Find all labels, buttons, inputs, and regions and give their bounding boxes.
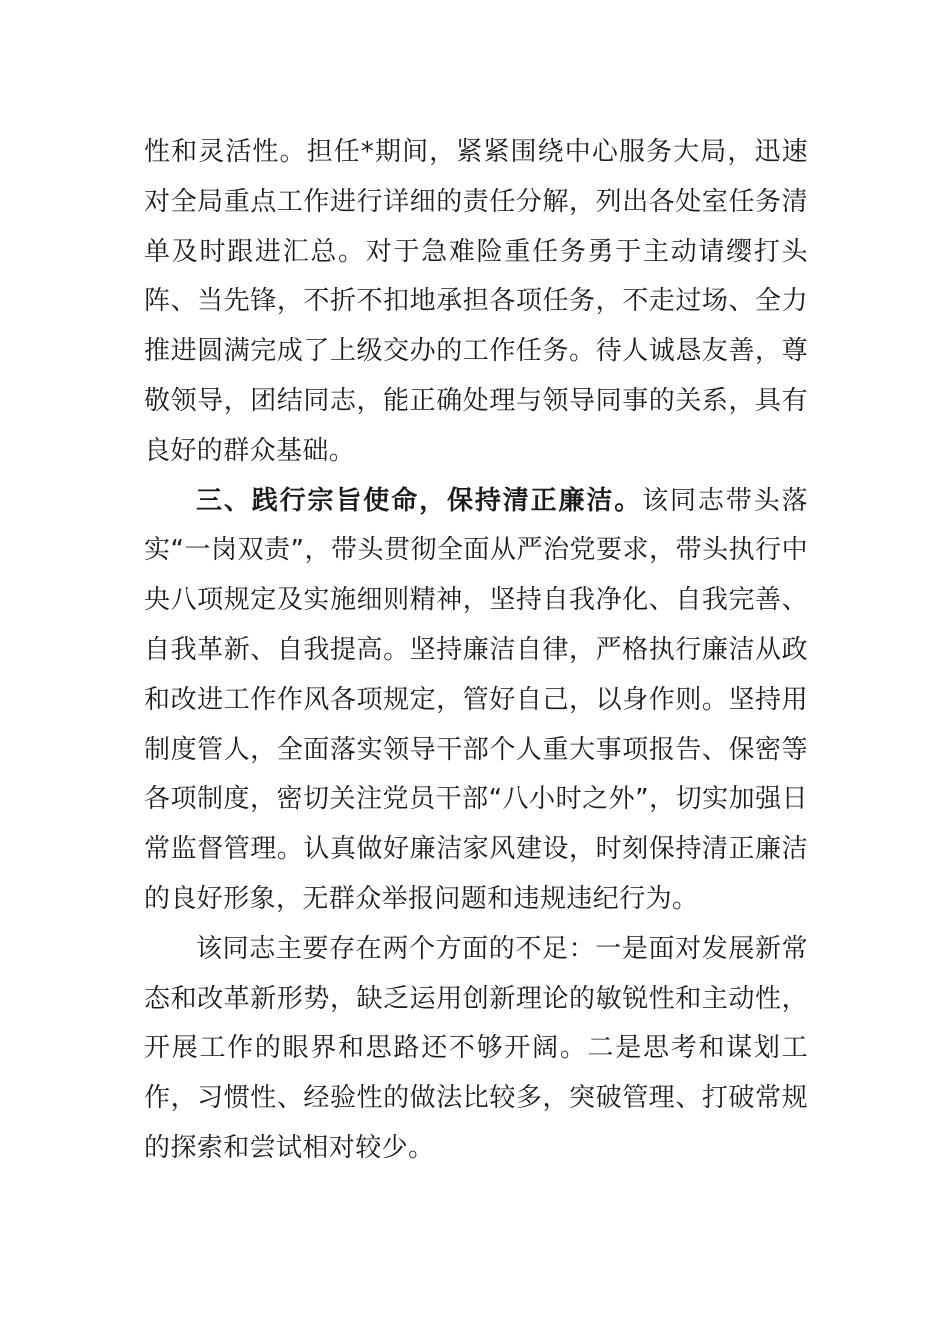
paragraph-continuation: 性和灵活性。担任*期间，紧紧围绕中心服务大局，迅速对全局重点工作进行详细的责任分解，列出各处室任务清单及时跟进汇总。对于急难险重任务勇于主动请缨打头阵、当先锋，不折不扣地承担各项任务，不走过场、全力推进圆满完成了上级交办的工作任务。待人诚恳友善，尊敬领导，团结同志，能正确处理与领导同事的关系，具有良好的群众基础。	[144, 137, 808, 466]
document-page	[144, 128, 808, 1174]
section-three-heading: 三、践行宗旨使命，保持清正廉洁。	[196, 485, 643, 516]
section-three-body: 该同志带头落实“一岗双责”，带头贯彻全面从严治党要求，带头执行中央八项规定及实施细则精神，坚持自我净化、自我完善、自我革新、自我提高。坚持廉洁自律，严格执行廉洁从政和改进工作作风各项规定，管好自己，以身作则。坚持用制度管人，全面落实领导干部个人重大事项报告、保密等各项制度，密切关注党员干部“八小时之外”，切实加强日常监督管理。认真做好廉洁家风建设，时刻保持清正廉洁的良好形象，无群众举报问题和违规违纪行为。	[144, 485, 808, 914]
shortcomings-paragraph: 该同志主要存在两个方面的不足：一是面对发展新常态和改革新形势，缺乏运用创新理论的敏锐性和主动性，开展工作的眼界和思路还不够开阔。二是思考和谋划工作，习惯性、经验性的做法比较多，突破管理、打破常规的探索和尝试相对较少。	[144, 933, 808, 1163]
section-three-paragraph	[144, 477, 808, 925]
